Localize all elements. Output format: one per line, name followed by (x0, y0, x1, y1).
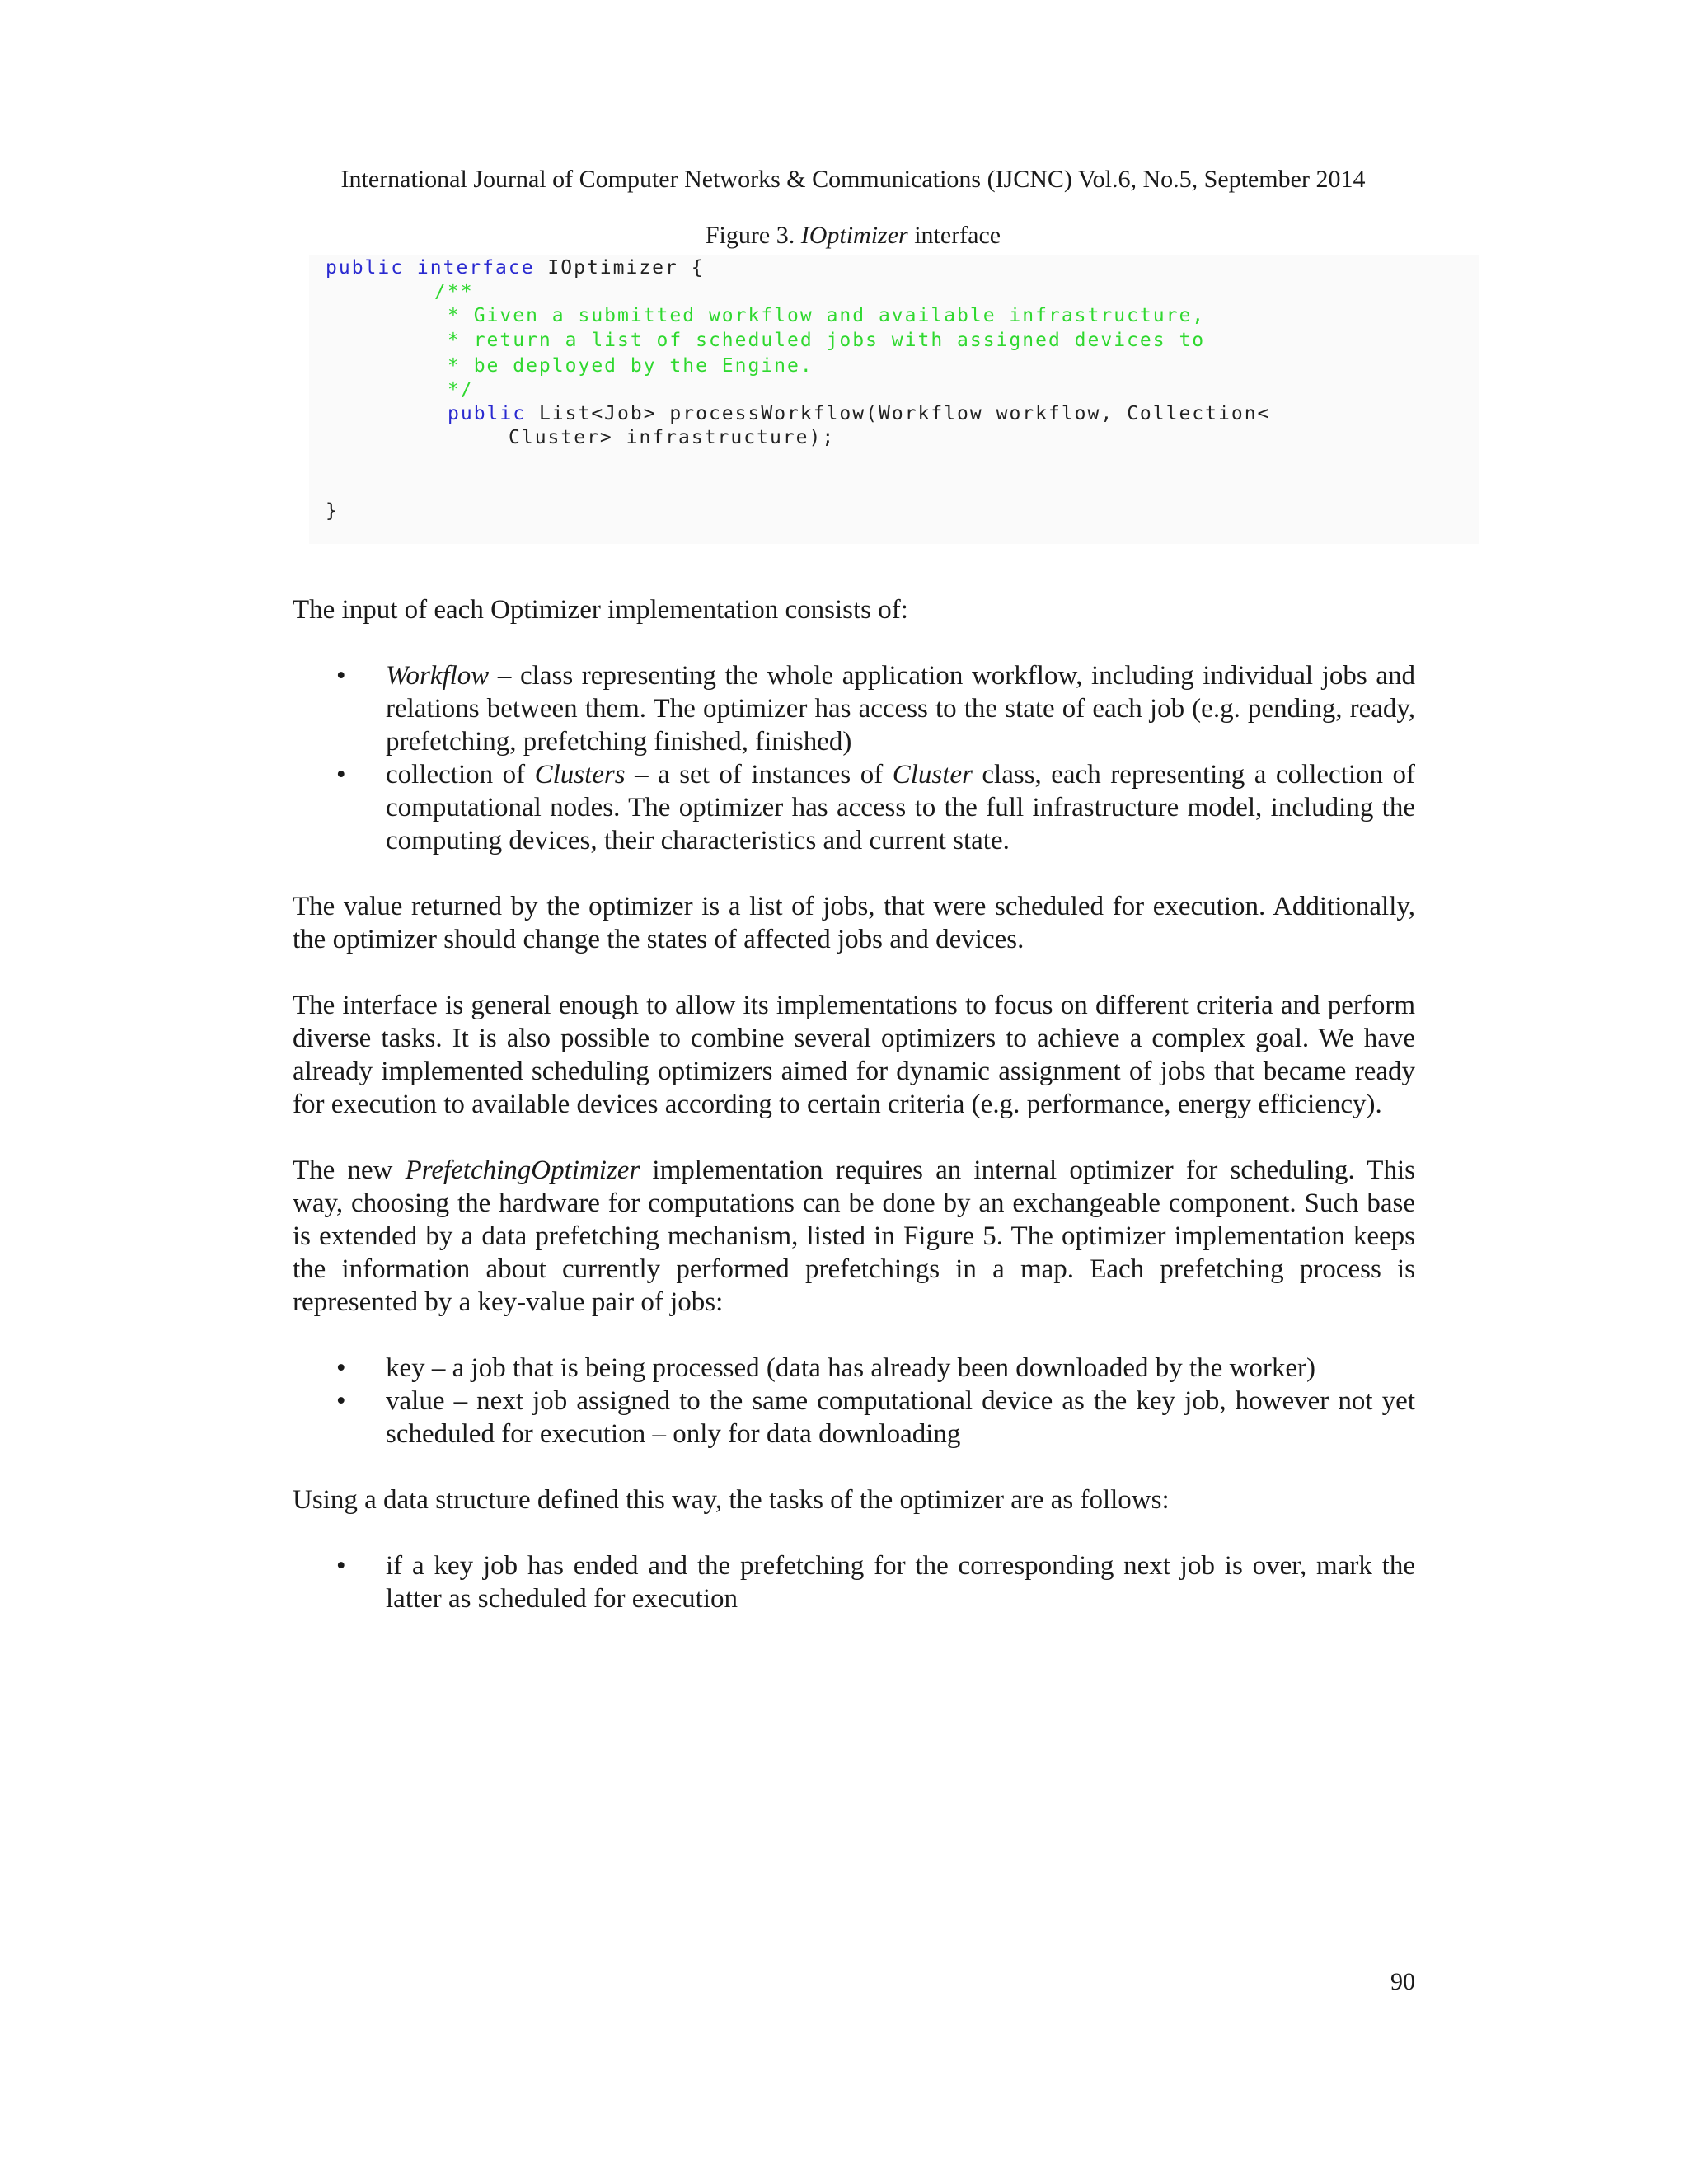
item-text: – a set of instances of (625, 760, 893, 790)
item-text: value – next job assigned to the same computational device as the key job, however not yet scheduled for execution – only for data downloading (386, 1386, 1415, 1449)
code-line-7 (448, 401, 1270, 426)
pair-list (293, 1352, 1415, 1451)
paragraph-text: implementation requires an internal optimizer for scheduling. This way, choosing the hardware for computations can be done by an exchangeable component. Such base is extended by a data prefetching mechanism, listed in Figure 5. The optimizer implementation keeps the information about currently performed prefetchings in a map. Each prefetching process is represented by a key-value pair of jobs: (293, 1155, 1415, 1317)
italic-term: Workflow (386, 661, 490, 691)
bullet-icon: • (336, 1551, 346, 1581)
bullet-icon: • (336, 760, 346, 790)
italic-term: Cluster (892, 760, 973, 790)
code-line-3: * Given a submitted workflow and available infrastructure, (448, 305, 1206, 326)
journal-header: International Journal of Computer Networks & Communications (IJCNC) Vol.6, No.5, September 2014 (340, 166, 1366, 193)
task-list (293, 1549, 1415, 1615)
code-line-2: /** (434, 281, 474, 302)
item-text: key – a job that is being processed (data has already been downloaded by the worker) (386, 1353, 1316, 1383)
code-line-8: Cluster> infrastructure); (509, 427, 836, 448)
prefetch-paragraph (293, 1154, 1415, 1319)
list-item (293, 1352, 1415, 1385)
item-text: if a key job has ended and the prefetching for the corresponding next job is over, mark the latter as scheduled for execution (386, 1551, 1415, 1614)
list-item (293, 1385, 1415, 1451)
italic-term: PrefetchingOptimizer (405, 1155, 640, 1185)
return-paragraph: The value returned by the optimizer is a list of jobs, that were scheduled for execution. Additionally, the optimizer should change the states of affected jobs and devices. (293, 892, 1415, 954)
code-keyword: public (448, 403, 527, 424)
caption-italic: IOptimizer (800, 222, 908, 249)
list-item (293, 758, 1415, 857)
code-line-4: * return a list of scheduled jobs with assigned devices to (448, 330, 1206, 351)
code-line-5: * be deployed by the Engine. (448, 355, 814, 377)
page-number: 90 (1390, 1968, 1415, 1995)
bullet-icon: • (336, 1353, 346, 1383)
code-listing (309, 255, 1479, 544)
code-text: List<Job> processWorkflow(Workflow workflow, Collection< (526, 403, 1271, 424)
tasks-paragraph: Using a data structure defined this way, the tasks of the optimizer are as follows: (293, 1485, 1170, 1515)
item-text: class, each representing a collection of computational nodes. The optimizer has access to the full infrastructure model, including the computing devices, their characteristics and current state. (386, 760, 1416, 855)
intro-paragraph: The input of each Optimizer implementation consists of: (293, 595, 908, 625)
item-text: – class representing the whole application workflow, including individual jobs and relations between them. The optimizer has access to the state of each job (e.g. pending, ready, prefetching, prefetching finished, finished) (386, 661, 1415, 757)
code-line-6: */ (448, 379, 474, 401)
italic-term: Clusters (534, 760, 626, 790)
caption-suffix: interface (914, 222, 1001, 249)
list-item (293, 659, 1415, 758)
code-text: IOptimizer { (534, 257, 705, 279)
code-line-1 (326, 255, 705, 280)
code-keyword: public interface (326, 257, 535, 279)
bullet-icon: • (336, 661, 346, 691)
code-line-9: } (326, 500, 339, 522)
paragraph-text: The new (293, 1155, 406, 1185)
list-item (293, 1549, 1415, 1615)
interface-paragraph: The interface is general enough to allow its implementations to focus on different criteria and perform diverse tasks. It is also possible to combine several optimizers to achieve a complex goal. We have already implemented scheduling optimizers aimed for dynamic assignment of jobs that became ready for execution to available devices according to certain criteria (e.g. performance, energy efficiency). (293, 991, 1415, 1119)
item-text: collection of (386, 760, 535, 790)
body-text (293, 593, 1415, 1648)
figure-caption (0, 219, 1688, 252)
caption-prefix: Figure 3. (705, 222, 795, 249)
bullet-icon: • (336, 1386, 346, 1416)
input-list (293, 659, 1415, 857)
